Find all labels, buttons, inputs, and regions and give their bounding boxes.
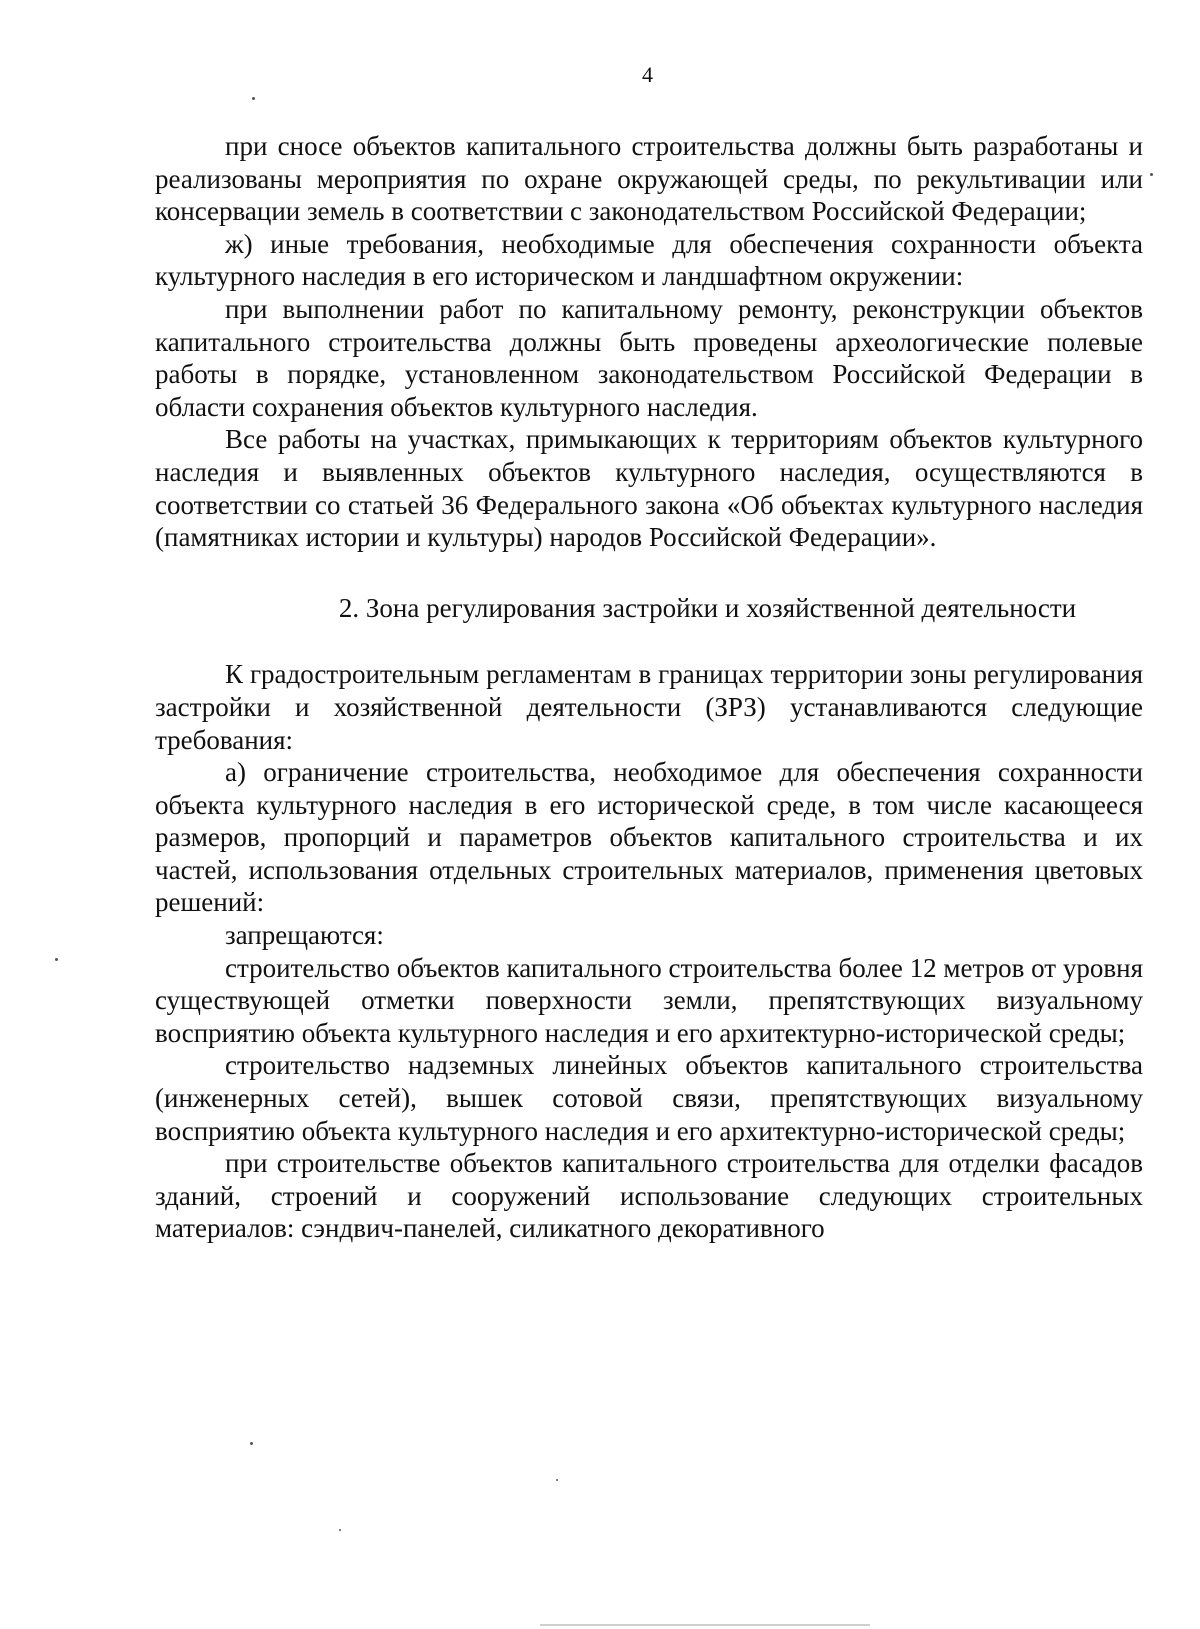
scan-speck <box>339 1529 341 1531</box>
page-number: 4 <box>642 62 653 87</box>
paragraph-prohibited: запрещаются: <box>225 920 384 951</box>
scan-speck <box>556 1479 558 1481</box>
scan-speck <box>252 97 255 100</box>
paragraph-height-limit: строительство объектов капитального строительства более 12 метров от уровня существующей отметки поверхности земли, препятствующих визуальному восприятию объекта культурного наследия и его архитектурно-исторической среды; <box>155 952 1143 1048</box>
paragraph-zrz-intro: К градостроительным регламентам в границах территории зоны регулирования застройки и хозяйственной деятельности (ЗРЗ) устанавливаются следующие требования: <box>155 659 1143 755</box>
paragraph-facade-materials: при строительстве объектов капитального строительства для отделки фасадов зданий, строений и сооружений использование следующих строительных материалов: сэндвич-панелей, силикатного декоративного <box>155 1148 1143 1244</box>
paragraph-archaeology: при выполнении работ по капитальному ремонту, реконструкции объектов капитального строительства должны быть проведены археологические полевые работы в порядке, установленном законодательством Российской Федерации в области сохранения объектов культурного наследия. <box>155 293 1143 422</box>
paragraph-linear-objects: строительство надземных линейных объектов капитального строительства (инженерных сетей), вышек сотовой связи, препятствующих визуальному восприятию объекта культурного наследия и его архитектурно-исторической среды; <box>155 1050 1143 1146</box>
paragraph-item-a: а) ограничение строительства, необходимое для обеспечения сохранности объекта культурного наследия в его исторической среде, в том числе касающееся размеров, пропорций и параметров объектов капитального строительства и их частей, использования отдельных строительных материалов, применения цветовых решений: <box>155 757 1143 918</box>
paragraph-demolition: при сносе объектов капитального строительства должны быть разработаны и реализованы мероприятия по охране окружающей среды, по рекультивации или консервации земель в соответствии с законодательством Российской Федерации; <box>155 131 1143 227</box>
paragraph-item-zh: ж) иные требования, необходимые для обеспечения сохранности объекта культурного наследия в его историческом и ландшафтном окружении: <box>155 228 1143 292</box>
document-body <box>155 130 1143 1245</box>
scan-speck <box>250 1442 253 1445</box>
scan-speck <box>1150 173 1153 176</box>
scan-edge-line <box>540 1624 870 1626</box>
paragraph-all-works: Все работы на участках, примыкающих к территориям объектов культурного наследия и выявленных объектов культурного наследия, осуществляются в соответствии со статьей 36 Федерального закона «Об объектах культурного наследия (памятниках истории и культуры) народов Российской Федерации». <box>155 424 1143 553</box>
scan-speck <box>55 958 58 961</box>
section-heading: 2. Зона регулирования застройки и хозяйственной деятельности <box>338 592 1077 623</box>
